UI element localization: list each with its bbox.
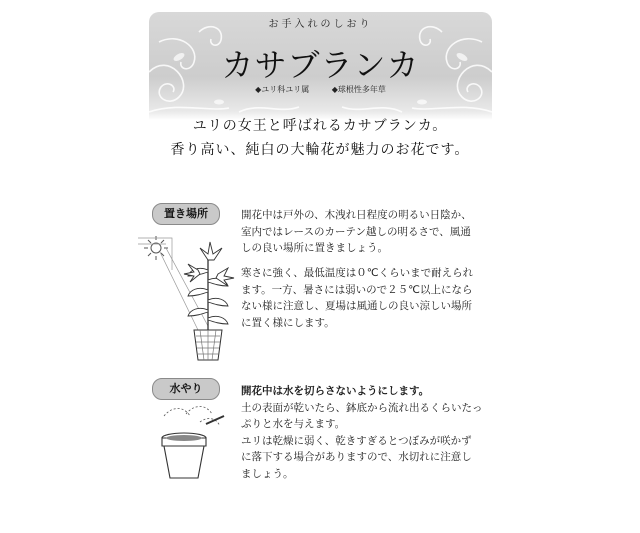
tag-type: ◆球根性多年草 — [331, 85, 386, 94]
watering-label: 水やり — [152, 378, 220, 400]
text-line: ぷりと水を与えます。 — [241, 418, 346, 430]
text-line: ない様に注意し、夏場は風通しの良い涼しい場所 — [241, 300, 472, 312]
text-line: 室内ではレースのカーテン越しの明るさで、風通 — [241, 225, 471, 238]
header-subtitle: お手入れのしおり — [268, 19, 373, 30]
text-line: 土の表面が乾いたら、鉢底から流れ出るくらいたっ — [241, 401, 483, 414]
placement-label: 置き場所 — [152, 203, 220, 225]
intro-line-1: ユリの女王と呼ばれるカサブランカ。 — [192, 118, 448, 134]
text-line: に置く様にします。 — [241, 316, 335, 329]
header-banner — [149, 12, 492, 120]
intro-line-2: 香り高い、純白の大輪花が魅力のお花です。 — [170, 142, 470, 158]
tag-family: ◆ユリ科ユリ属 — [255, 85, 310, 94]
text-line: 開花中は戸外の、木洩れ日程度の明るい日陰か、 — [241, 209, 472, 221]
text-line: ましょう。 — [241, 467, 294, 480]
placement-para-1 — [241, 207, 503, 257]
text-line: ユリは乾燥に弱く、乾きすぎるとつぼみが咲かず — [241, 434, 472, 447]
text-line: ます。一方、暑さには弱いので２５℃以上になら — [241, 283, 473, 296]
watering-text — [241, 383, 503, 482]
header-tags — [149, 84, 492, 95]
text-line: に落下する場合がありますので、水切れに注意し — [241, 451, 472, 463]
placement-para-2 — [241, 265, 503, 331]
watering-heading: 開花中は水を切らさないようにします。 — [241, 385, 430, 397]
text-line: 寒さに強く、最低温度は０℃くらいまで耐えられ — [241, 267, 474, 279]
text-line: しの良い場所に置きましょう。 — [241, 242, 388, 254]
sun-icon — [144, 236, 168, 260]
watering-pot-icon — [150, 404, 230, 486]
page-title: カサブランカ — [221, 46, 420, 84]
potted-lily-icon — [138, 230, 238, 370]
